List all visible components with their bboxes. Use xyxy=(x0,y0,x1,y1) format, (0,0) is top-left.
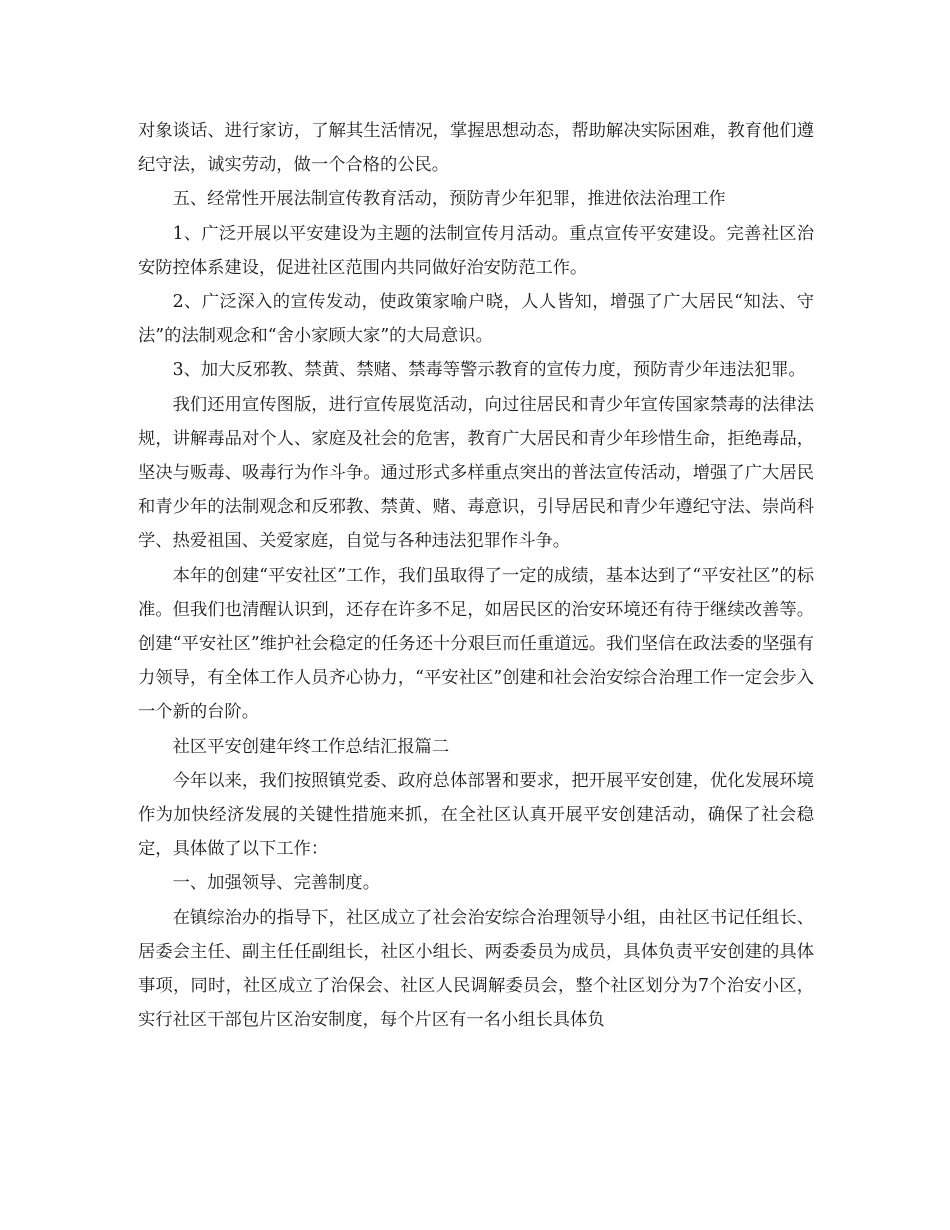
paragraph-item-3: 3、加大反邪教、禁黄、禁赌、禁毒等警示教育的宣传力度，预防青少年违法犯罪。 xyxy=(172,360,806,381)
paragraph-publicity: 我们还用宣传图版，进行宣传展览活动，向过往居民和青少年宣传国家禁毒的法律法规，讲解毒品对个人、家庭及社会的危害，教育广大居民和青少年珍惜生命，拒绝毒品，坚决与贩毒、吸毒行为作斗争。通过形式多样重点突出的普法宣传活动，增强了广大居民和青少年的法制观念和反邪教、禁黄、赌、毒意识，引导居民和青少年遵纪守法、崇尚科学、热爱祖国、关爱家庭，自觉与各种违法犯罪作斗争。 xyxy=(138,394,814,552)
section-heading-1: 一、加强领导、完善制度。 xyxy=(172,873,380,894)
paragraph-item-2: 2、广泛深入的宣传发动，使政策家喻户晓，人人皆知，增强了广大居民“知法、守法”的法制观念和“舍小家顾大家”的大局意识。 xyxy=(138,292,814,347)
paragraph-intro: 今年以来，我们按照镇党委、政府总体部署和要求，把开展平安创建，优化发展环境作为加快经济发展的关键性措施来抓，在全社区认真开展平安创建活动，确保了社会稳定，具体做了以下工作： xyxy=(138,770,814,860)
paragraph-1: 对象谈话、进行家访，了解其生活情况，掌握思想动态，帮助解决实际困难，教育他们遵纪守法，诚实劳动，做一个合格的公民。 xyxy=(138,121,814,176)
paragraph-summary: 本年的创建“平安社区”工作，我们虽取得了一定的成绩，基本达到了“平安社区”的标准。但我们也清醒认识到，还存在许多不足，如居民区的治安环境还有待于继续改善等。创建“平安社区”维护社会稳定的任务还十分艰巨而任重道远。我们坚信在政法委的坚强有力领导，有全体工作人员齐心协力，“平安社区”创建和社会治安综合治理工作一定会步入一个新的台阶。 xyxy=(138,565,814,723)
paragraph-item-1: 1、广泛开展以平安建设为主题的法制宣传月活动。重点宣传平安建设。完善社区治安防控体系建设，促进社区范围内共同做好治安防范工作。 xyxy=(138,223,814,278)
section-title-part-two: 社区平安创建年终工作总结汇报篇二 xyxy=(172,736,450,757)
section-heading-5: 五、经常性开展法制宣传教育活动，预防青少年犯罪，推进依法治理工作 xyxy=(172,189,726,210)
paragraph-leadership: 在镇综治办的指导下，社区成立了社会治安综合治理领导小组，由社区书记任组长、居委会主任、副主任任副组长，社区小组长、两委委员为成员，具体负责平安创建的具体事项，同时，社区成立了治保会、社区人民调解委员会，整个社区划分为7个治安小区，实行社区干部包片区治安制度，每个片区有一名小组长具体负 xyxy=(138,907,814,1031)
document-body xyxy=(138,114,814,1037)
